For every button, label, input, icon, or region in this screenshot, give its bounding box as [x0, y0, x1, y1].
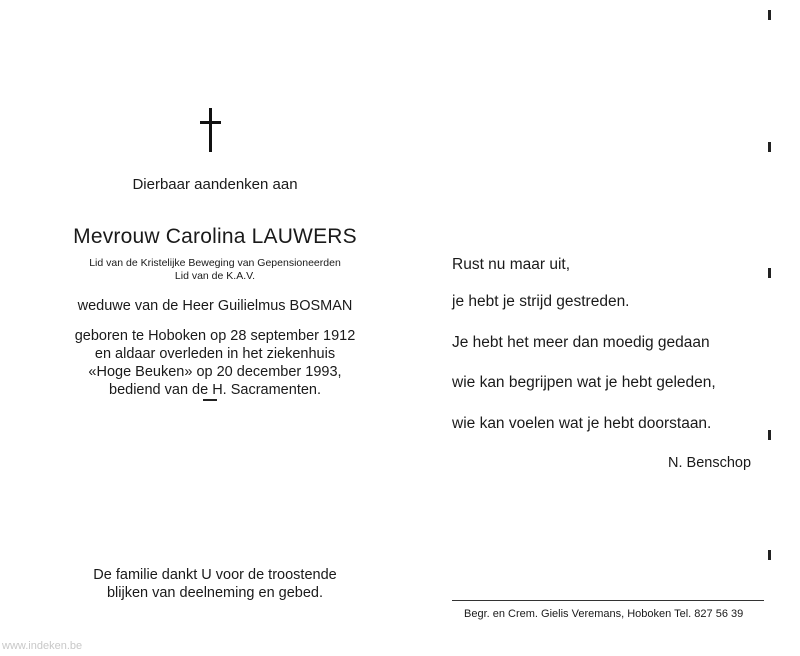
poem-author: N. Benschop: [668, 455, 752, 471]
widow-line: weduwe van de Heer Guilielmus BOSMAN: [77, 298, 353, 314]
thanks-line: De familie dankt U voor de troostende: [93, 567, 337, 583]
poem-line: Je hebt het meer dan moedig gedaan: [452, 334, 710, 351]
watermark: www.indeken.be: [2, 640, 83, 652]
separator-dash: [203, 399, 217, 401]
biography: [30, 327, 400, 399]
poem-line: wie kan voelen wat je hebt doorstaan.: [452, 415, 712, 432]
footer-rule: [452, 600, 764, 601]
poem-line: wie kan begrijpen wat je hebt geleden,: [452, 374, 716, 391]
bio-line: «Hoge Beuken» op 20 december 1993,: [88, 364, 342, 380]
bio-line: en aldaar overleden in het ziekenhuis: [94, 346, 336, 362]
membership-line-1: Lid van de Kristelijke Beweging van Gepensioneerden: [89, 257, 341, 269]
poem-line: Rust nu maar uit,: [452, 256, 571, 273]
undertaker-info: Begr. en Crem. Gielis Veremans, Hoboken Tel. 827 56 39: [464, 608, 744, 620]
cross-icon: [196, 108, 226, 152]
scan-edge-marks: [768, 10, 772, 650]
membership-line-2: Lid van de K.A.V.: [174, 270, 256, 282]
thanks-line: blijken van deelneming en gebed.: [106, 585, 324, 601]
poem-line: je hebt je strijd gestreden.: [452, 293, 630, 310]
family-thanks: [40, 566, 390, 602]
bio-line: bediend van de H. Sacramenten.: [109, 382, 321, 398]
deceased-name: Mevrouw Carolina LAUWERS: [73, 225, 357, 248]
bio-line: geboren te Hoboken op 28 september 1912: [74, 328, 356, 344]
remembrance-heading: Dierbaar aandenken aan: [132, 176, 298, 193]
